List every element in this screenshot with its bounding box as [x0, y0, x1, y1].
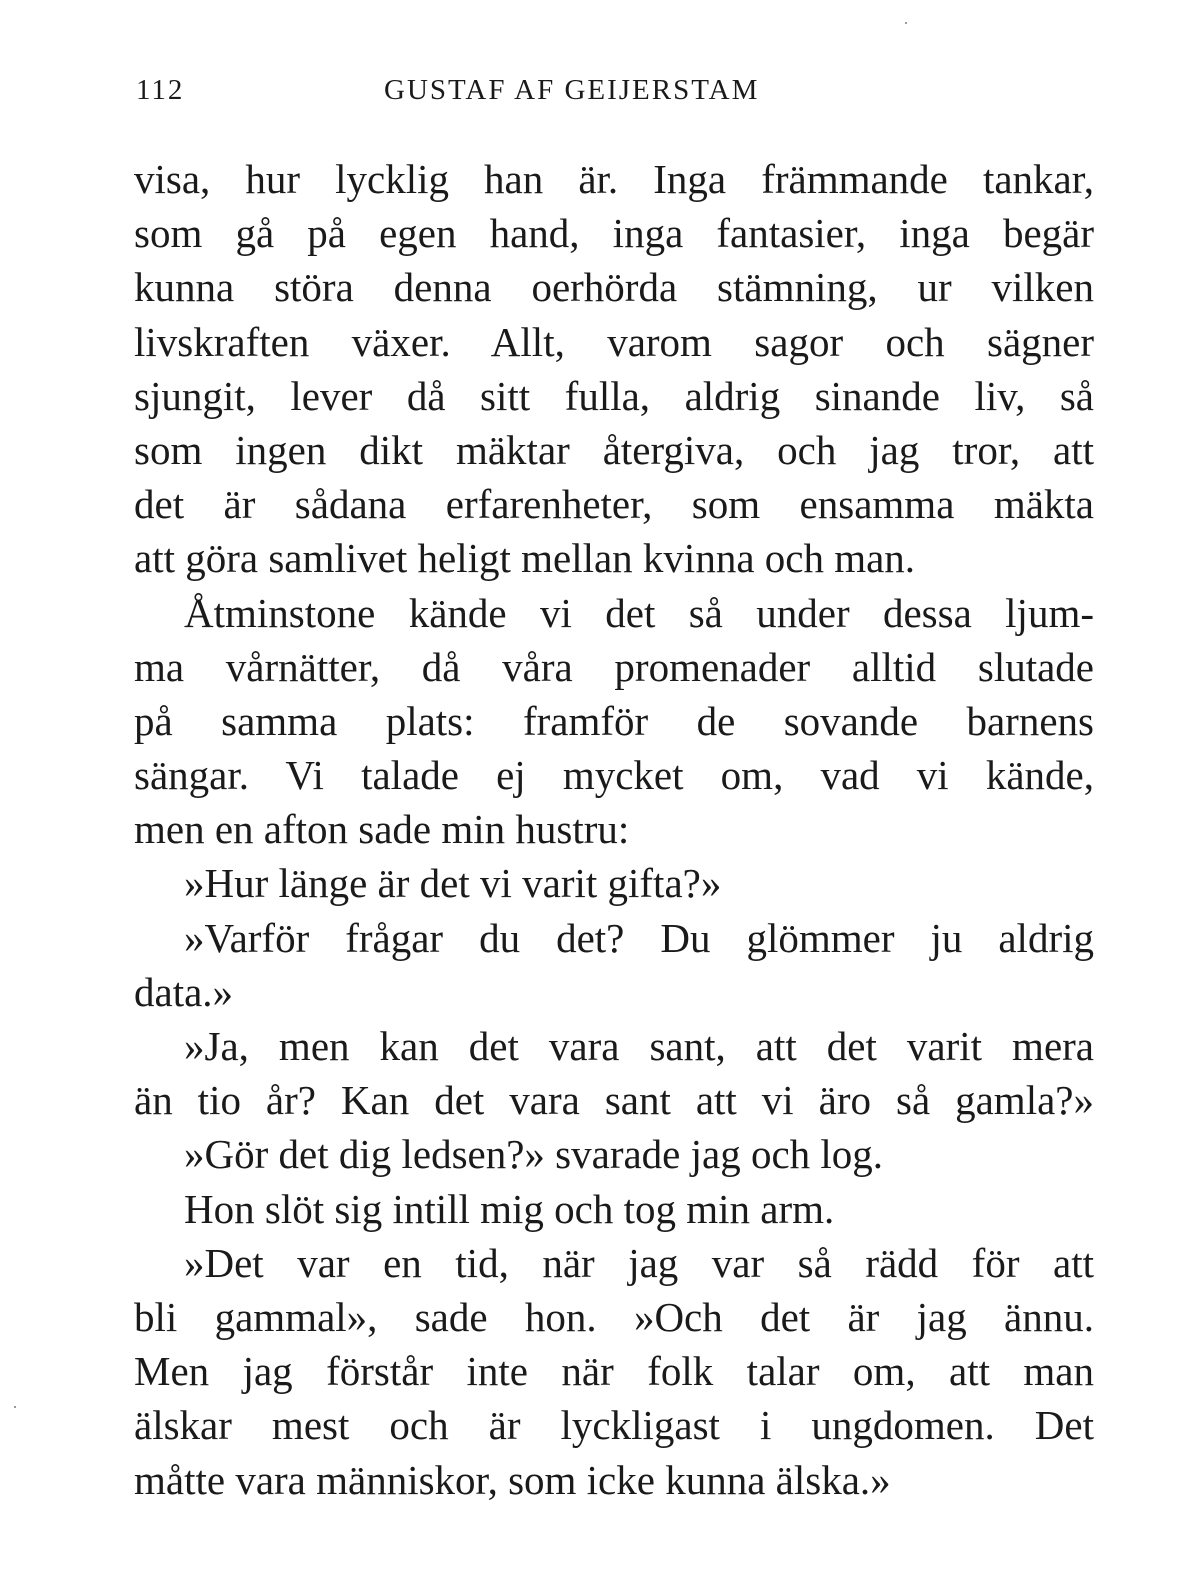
scan-speck: [905, 22, 907, 24]
text-line: det är sådana erfarenheter, som ensamma mäkta: [134, 481, 1094, 528]
text-line: sjungit, lever då sitt fulla, aldrig sinande liv, så: [134, 372, 1094, 419]
text-line: »Varför frågar du det? Du glömmer ju aldrig: [184, 914, 1094, 961]
text-line: som gå på egen hand, inga fantasier, inga begär: [134, 210, 1094, 257]
text-line: visa, hur lycklig han är. Inga främmande tankar,: [134, 156, 1094, 202]
text-line: sängar. Vi talade ej mycket om, vad vi kände,: [134, 752, 1094, 799]
text-line: Åtminstone kände vi det så under dessa ljum-: [184, 589, 1094, 636]
text-line: än tio år? Kan det vara sant att vi äro så gamla?»: [134, 1077, 1094, 1124]
text-line: kunna störa denna oerhörda stämning, ur vilken: [134, 264, 1094, 311]
text-line: men en afton sade min hustru:: [134, 806, 630, 853]
text-line: Hon slöt sig intill mig och tog min arm.: [184, 1185, 835, 1232]
text-line: Men jag förstår inte när folk talar om, att man: [134, 1348, 1094, 1395]
page-number: 112: [136, 74, 185, 106]
text-line: älskar mest och är lyckligast i ungdomen. Det: [134, 1402, 1094, 1449]
text-line: »Gör det dig ledsen?» svarade jag och log.: [184, 1131, 884, 1178]
text-line: livskraften växer. Allt, varom sagor och sägner: [134, 318, 1094, 365]
text-line: »Ja, men kan det vara sant, att det varit mera: [184, 1023, 1094, 1069]
text-line: bli gammal», sade hon. »Och det är jag ännu.: [134, 1293, 1094, 1340]
text-line: att göra samlivet heligt mellan kvinna och man.: [134, 535, 916, 582]
body-text: [134, 152, 1094, 1507]
text-line: data.»: [134, 968, 234, 1015]
text-line: »Hur länge är det vi varit gifta?»: [184, 860, 722, 907]
text-line: som ingen dikt mäktar återgiva, och jag tror, att: [134, 426, 1094, 473]
running-title: GUSTAF AF GEIJERSTAM: [384, 74, 760, 106]
text-line: »Det var en tid, när jag var så rädd för att: [184, 1239, 1094, 1286]
text-line: ma vårnätter, då våra promenader alltid slutade: [134, 643, 1094, 690]
text-line: på samma plats: framför de sovande barnens: [134, 697, 1094, 744]
text-line: måtte vara människor, som icke kunna älska.»: [134, 1456, 891, 1503]
running-head: [136, 74, 1096, 118]
scan-speck: [14, 1406, 16, 1408]
